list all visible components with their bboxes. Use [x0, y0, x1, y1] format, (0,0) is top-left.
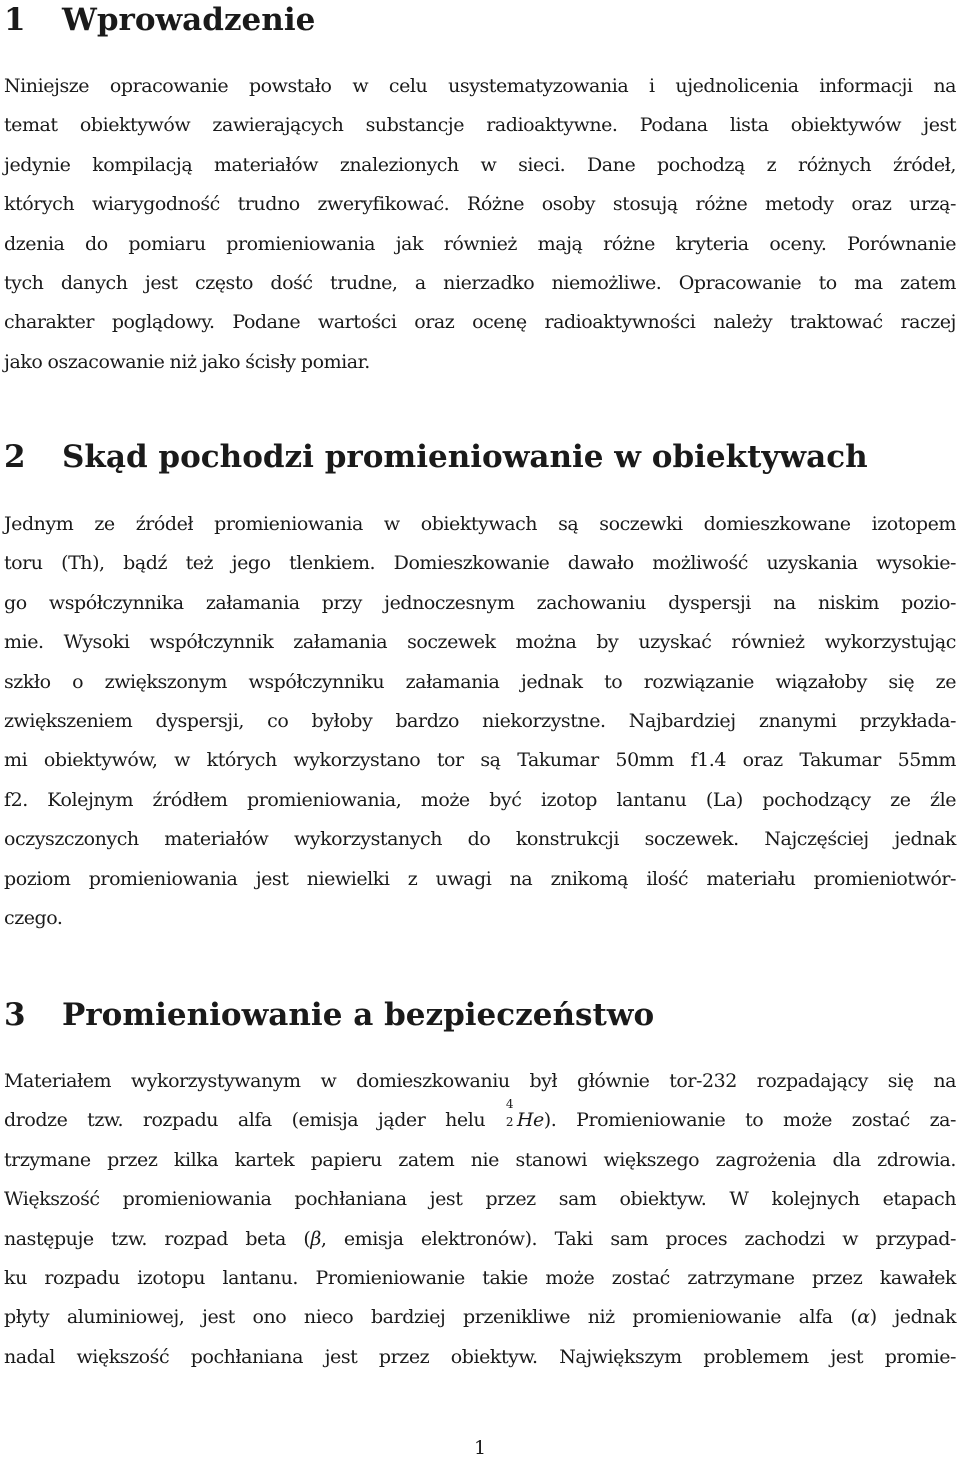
text-line: trzymane przez kilka kartek papieru zatem nie stanowi większego zagrożenia dla zdrowia. [4, 1148, 956, 1171]
text-line: go współczynnika załamania przy jednoczesnym zachowaniu dyspersji na niskim pozio- [4, 591, 956, 614]
text-line: których wiarygodność trudno zweryfikować. Różne osoby stosują różne metody oraz urzą- [4, 193, 956, 216]
text-line: dzenia do pomiaru promieniowania jak również mają różne kryteria oceny. Porównanie [4, 232, 956, 255]
isotope-mass-number: 4 [505, 1097, 514, 1112]
section-number: 2 [4, 439, 26, 475]
text-line: jako oszacowanie niż jako ścisły pomiar. [4, 350, 370, 373]
text-line: szkło o zwiększonym współczynniku załamania jednak to rozwiązanie wiązałoby się ze [4, 670, 956, 693]
text-line: charakter poglądowy. Podane wartości oraz ocenę radioaktywności należy traktować raczej [4, 311, 956, 334]
text-line: zwiększeniem dyspersji, co byłoby bardzo niekorzystne. Najbardziej znanymi przykłada- [4, 710, 956, 733]
text-fragment: , emisja elektronów). Taki sam proces zachodzi w przypad- [320, 1227, 956, 1250]
text-line: Większość promieniowania pochłaniana jest przez sam obiektyw. W kolejnych etapach [4, 1188, 956, 1211]
section-heading [4, 437, 956, 477]
text-line: Jednym ze źródeł promieniowania w obiektywach są soczewki domieszkowane izotopem [4, 513, 956, 535]
section-1 [4, 0, 956, 382]
beta-symbol: β [310, 1227, 321, 1250]
text-line: jedynie kompilacją materiałów znalezionych w sieci. Dane pochodzą z różnych źródeł, [4, 153, 956, 176]
text-line: mie. Wysoki współczynnik załamania soczewek można by uzyskać również wykorzystując [4, 631, 956, 654]
text-line: Materiałem wykorzystywanym w domieszkowaniu był głównie tor-232 rozpadający się na [4, 1070, 956, 1092]
section-2 [4, 437, 956, 938]
text-fragment: ) jednak [869, 1306, 957, 1329]
helium-isotope [505, 1097, 517, 1130]
text-fragment: drodze tzw. rozpadu alfa (emisja jąder helu [4, 1109, 505, 1132]
section-title: Wprowadzenie [62, 2, 316, 38]
text-line [4, 1097, 956, 1140]
section-3 [4, 995, 956, 1377]
section-heading [4, 995, 956, 1035]
text-line: czego. [4, 907, 63, 930]
text-line [4, 1220, 956, 1259]
alpha-symbol: α [857, 1306, 870, 1329]
text-line: poziom promieniowania jest niewielki z uwagi na znikomą ilość materiału promieniotwór- [4, 867, 956, 890]
page-number: 1 [473, 1437, 487, 1459]
text-line: temat obiektywów zawierających substancje radioaktywne. Podana lista obiektywów jest [4, 114, 956, 137]
text-fragment: następuje tzw. rozpad beta ( [4, 1227, 311, 1250]
text-line: f2. Kolejnym źródłem promieniowania, może być izotop lantanu (La) pochodzący ze źle [4, 788, 956, 811]
text-line: nadal większość pochłaniana jest przez obiektyw. Największym problemem jest promie- [4, 1345, 956, 1368]
isotope-atomic-number: 2 [505, 1115, 514, 1130]
section-title: Promieniowanie a bezpieczeństwo [62, 997, 655, 1033]
section-number: 3 [4, 997, 26, 1033]
section-number: 1 [4, 2, 26, 38]
text-fragment: płyty aluminiowej, jest ono nieco bardziej przenikliwe niż promieniowanie alfa ( [4, 1306, 858, 1329]
text-fragment: ). Promieniowanie to może zostać za- [543, 1109, 956, 1132]
section-paragraph [4, 1062, 956, 1377]
text-line: oczyszczonych materiałów wykorzystanych do konstrukcji soczewek. Najczęściej jednak [4, 828, 956, 851]
text-line: Niniejsze opracowanie powstało w celu usystematyzowania i ujednolicenia informacji na [4, 75, 956, 97]
text-line: mi obiektywów, w których wykorzystano tor są Takumar 50mm f1.4 oraz Takumar 55mm [4, 749, 956, 772]
text-line: ku rozpadu izotopu lantanu. Promieniowanie takie może zostać zatrzymane przez kawałek [4, 1267, 956, 1290]
section-heading [4, 0, 956, 40]
isotope-symbol: He [516, 1109, 544, 1132]
text-line: tych danych jest często dość trudne, a nierzadko niemożliwe. Opracowanie to ma zatem [4, 272, 956, 295]
section-paragraph [4, 505, 956, 938]
text-line: toru (Th), bądź też jego tlenkiem. Domieszkowanie dawało możliwość uzyskania wysokie- [4, 552, 956, 575]
section-title: Skąd pochodzi promieniowanie w obiektywach [62, 439, 868, 475]
text-line [4, 1298, 956, 1337]
section-paragraph [4, 67, 956, 382]
